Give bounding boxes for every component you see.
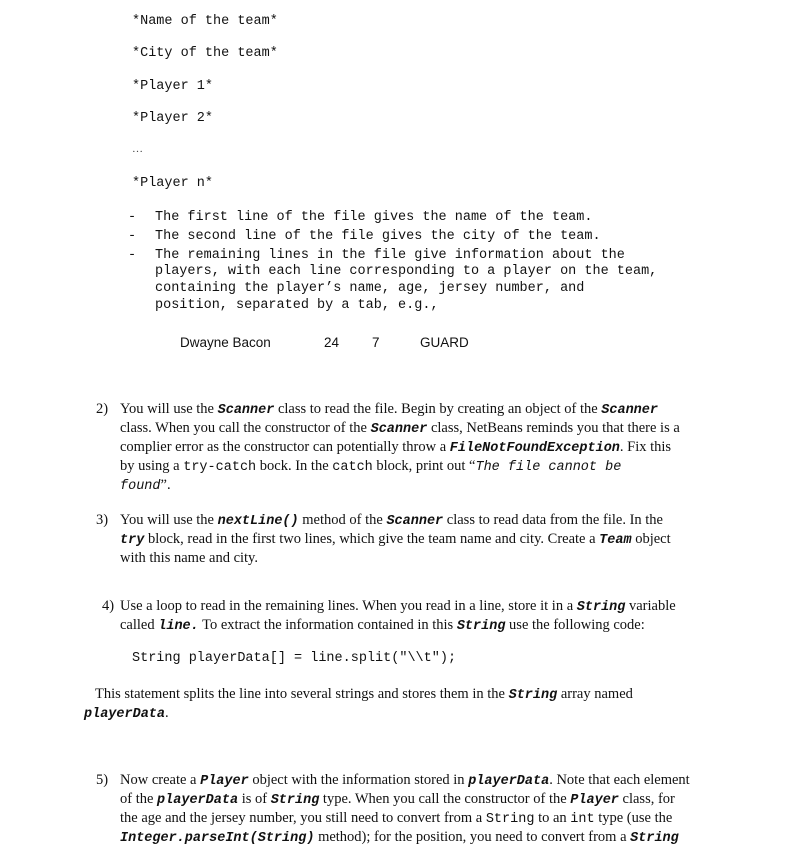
code-scanner: Scanner [370, 422, 428, 437]
code-string: String [508, 688, 558, 703]
code-catch: catch [332, 460, 373, 475]
code-player: Player [200, 774, 249, 789]
format-line-ellipsis: … [132, 143, 143, 155]
code-playerdata: playerData [468, 774, 550, 789]
code-message: The file cannot be [475, 460, 622, 475]
code-team: Team [599, 533, 632, 548]
bullet-text: The remaining lines in the file give information about the [155, 247, 625, 263]
code-string: String [270, 793, 320, 808]
code-playerdata: playerData [84, 707, 166, 722]
example-player-name: Dwayne Bacon [180, 335, 271, 350]
format-line-player-n: *Player n* [132, 176, 214, 191]
code-try: try [120, 533, 145, 548]
step-5-paragraph: Now create a Player object with the information stored in playerData. Note that each element of the playerData is of String type. When you call the constructor of the Player class, for the age and the jersey number, you still need to convert from a String to an int type (use the Integer.parseInt(String) method); for the position, you need to convert from a String [120, 772, 690, 846]
bullet-item [128, 210, 657, 227]
code-int: int [570, 812, 595, 827]
step-2-paragraph: You will use the Scanner class to read the file. Begin by creating an object of the Scanner class. When you call the constructor of the Scanner class, NetBeans reminds you that there is a complier error as the constructor can potentially throw a FileNotFoundException. Fix this by using a try-catch bock. In the catch block, print out “The file cannot be found”. [120, 401, 680, 494]
step-3-paragraph: You will use the nextLine() method of the Scanner class to read data from the file. In the try block, read in the first two lines, which give the team name and city. Create a Team object with this name and city. [120, 512, 671, 566]
bullet-item [128, 248, 657, 315]
format-line-player-2: *Player 2* [132, 111, 214, 126]
code-parseint: Integer.parseInt(String) [120, 831, 315, 846]
format-line-team-name: *Name of the team* [132, 14, 278, 29]
code-nextline: nextLine() [217, 514, 299, 529]
step-5-number: 5) [96, 772, 109, 788]
step-3-number: 3) [96, 512, 109, 528]
example-player-age: 24 [324, 335, 340, 350]
step-4-explanation-cont: playerData. [84, 705, 169, 722]
format-line-city: *City of the team* [132, 46, 278, 61]
format-line-player-1: *Player 1* [132, 79, 214, 94]
step-2-number: 2) [96, 401, 109, 417]
code-string: String [630, 831, 679, 846]
bullet-text: The second line of the file gives the city of the team. [155, 228, 601, 244]
code-string: String [576, 600, 626, 615]
bullet-text: The first line of the file gives the name of the team. [155, 210, 593, 225]
example-player-jersey: 7 [372, 335, 380, 350]
code-string: String [456, 619, 506, 634]
code-split-statement: String playerData[] = line.split("\\t"); [132, 651, 457, 666]
bullet-text: position, separated by a tab, e.g., [155, 297, 439, 313]
code-try-catch: try-catch [183, 460, 257, 475]
format-description-list [128, 210, 657, 315]
code-player: Player [570, 793, 619, 808]
bullet-item [128, 229, 657, 246]
code-scanner: Scanner [601, 403, 658, 418]
code-scanner: Scanner [386, 514, 444, 529]
bullet-text: containing the player’s name, age, jersey number, and [155, 281, 585, 297]
bullet-dash: - [128, 247, 137, 263]
step-4-explanation: This statement splits the line into several strings and stores them in the String array named [95, 686, 633, 703]
code-line: line. [158, 619, 199, 634]
code-scanner: Scanner [217, 403, 275, 418]
step-4-paragraph: Use a loop to read in the remaining lines. When you read in a line, store it in a String variable called line. To extract the information contained in this String use the following code: [120, 598, 676, 634]
bullet-text: players, with each line corresponding to a player on the team, [155, 264, 658, 280]
code-playerdata: playerData [157, 793, 239, 808]
code-exception: FileNotFoundException [449, 441, 620, 456]
code-string: String [485, 812, 535, 827]
bullet-dash: - [128, 210, 137, 225]
example-player-position: GUARD [420, 335, 469, 350]
bullet-dash: - [128, 228, 137, 244]
step-4-number: 4) [102, 598, 115, 614]
code-message: found [120, 479, 161, 494]
